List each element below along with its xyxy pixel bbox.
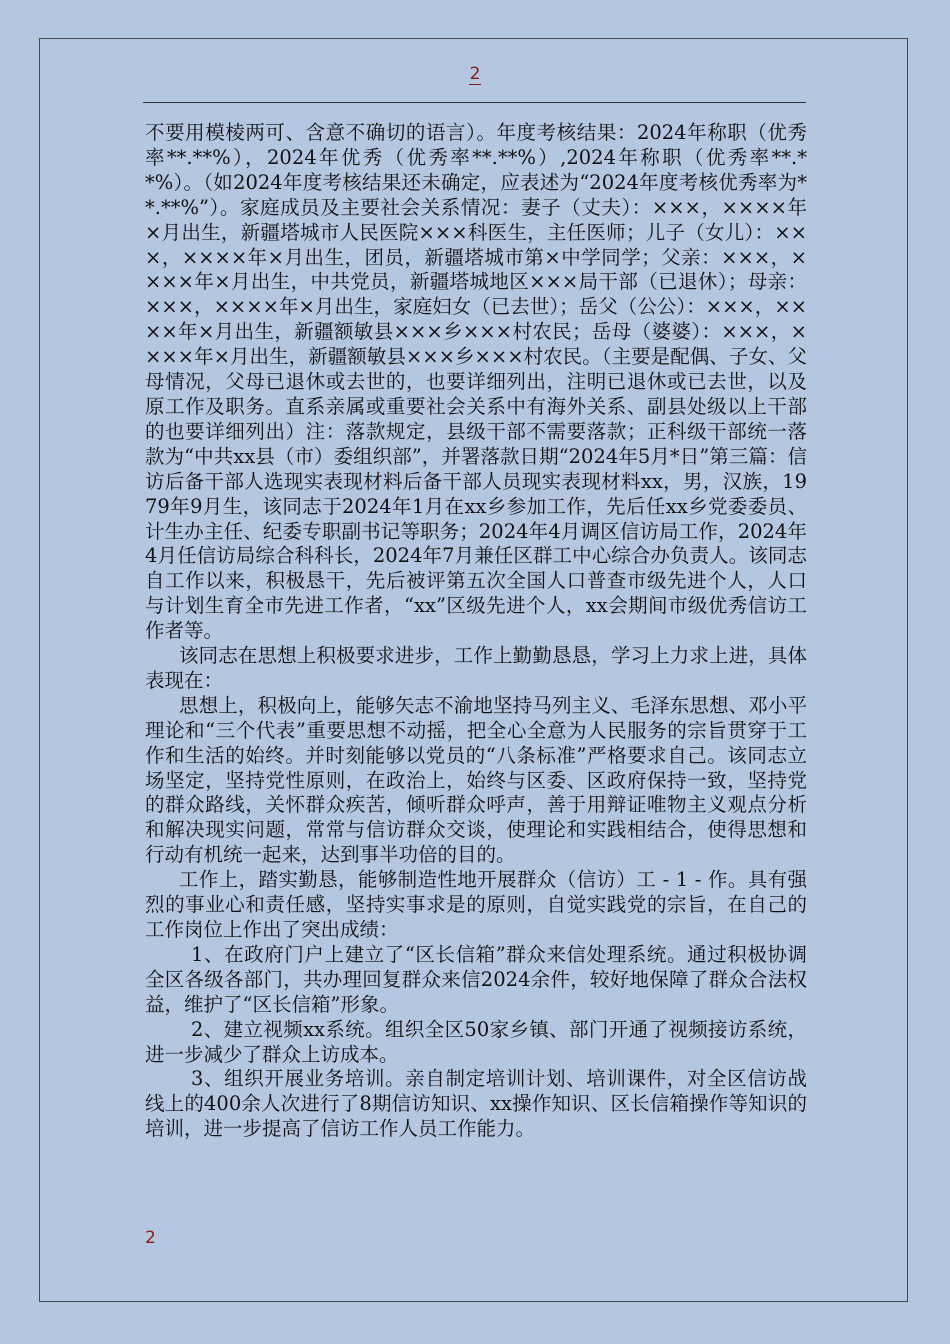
header-page-number-text: 2	[469, 64, 481, 84]
paragraph-family-info: 不要用模棱两可、含意不确切的语言）。年度考核结果：2024年称职（优秀率**.**%），2024年优秀（优秀率**.**%）,2024年称职（优秀率**.**%）。（如2024年度考核结果还未确定，应表述为“2024年度考核优秀率为**.**%”）。家庭成员及主要社会关系情况：妻子（丈夫）：×××，××××年×月出生，新疆塔城市人民医院×××科医生，主任医师；儿子（女儿）：×××，××××年×月出生，团员，新疆塔城市第×中学同学；父亲：×××，××××年×月出生，中共党员，新疆塔城地区×××局干部（已退休）；母亲：×××，××××年×月出生，家庭妇女（已去世）；岳父（公公）：×××，××××年×月出生，新疆额敏县×××乡×××村农民；岳母（婆婆）：×××，××××年×月出生，新疆额敏县×××乡×××村农民。（主要是配偶、子女、父母情况，父母已退休或去世的，也要详细列出，注明已退休或已去世，以及原工作及职务。直系亲属或重要社会关系中有海外关系、副县处级以上干部的也要详细列出）注：落款规定，县级干部不需要落款；正科级干部统一落款为“中共xx县（市）委组织部”，并署落款日期“2024年5月*日”第三篇：信访后备干部人选现实表现材料后备干部人员现实表现材料xx，男，汉族，1979年9月生，该同志于2024年1月在xx乡参加工作，先后任xx乡党委委员、计生办主任、纪委专职副书记等职务；2024年4月调区信访局工作，2024年4月任信访局综合科科长，2024年7月兼任区群工中心综合办负责人。该同志自工作以来，积极恳干，先后被评第五次全国人口普查市级先进个人，人口与计划生育全市先进工作者，“xx”区级先进个人，xx会期间市级优秀信访工作者等。	[145, 121, 807, 643]
paragraph-work: 工作上，踏实勤恳，能够制造性地开展群众（信访）工 - 1 - 作。具有强烈的事业心和责任感，坚持实事求是的原则，自觉实践党的宗旨，在自己的工作岗位上作出了突出成绩：	[145, 868, 807, 941]
paragraph-ideology: 思想上，积极向上，能够矢志不渝地坚持马列主义、毛泽东思想、邓小平理论和“三个代表”重要思想不动摇，把全心全意为人民服务的宗旨贯穿于工作和生活的始终。并时刻能够以党员的“八条标准”严格要求自己。该同志立场坚定，坚持党性原则，在政治上，始终与区委、区政府保持一致，坚持党的群众路线，关怀群众疾苦，倾听群众呼声，善于用辩证唯物主义观点分析和解决现实问题，常常与信访群众交谈，使理论和实践相结合，使得思想和行动有机统一起来，达到事半功倍的目的。	[145, 693, 807, 867]
paragraph-item-3: 3、组织开展业务培训。亲自制定培训计划、培训课件，对全区信访战线上的400余人次进行了8期信访知识、xx操作知识、区长信箱操作等知识的培训，进一步提高了信访工作人员工作能力。	[145, 1067, 807, 1141]
paragraph-summary-intro: 该同志在思想上积极要求进步，工作上勤勤恳恳，学习上力求上进，具体表现在：	[145, 644, 807, 692]
document-body	[145, 121, 807, 1142]
paragraph-item-1: 1、在政府门户上建立了“区长信箱”群众来信处理系统。通过积极协调全区各级各部门，共办理回复群众来信2024余件，较好地保障了群众合法权益，维护了“区长信箱”形象。	[145, 942, 807, 1016]
footer-page-number: 2	[145, 1228, 156, 1248]
header-rule	[143, 102, 806, 103]
header-page-number	[0, 64, 950, 84]
paragraph-item-2: 2、建立视频xx系统。组织全区50家乡镇、部门开通了视频接访系统，进一步减少了群众上访成本。	[145, 1017, 807, 1066]
